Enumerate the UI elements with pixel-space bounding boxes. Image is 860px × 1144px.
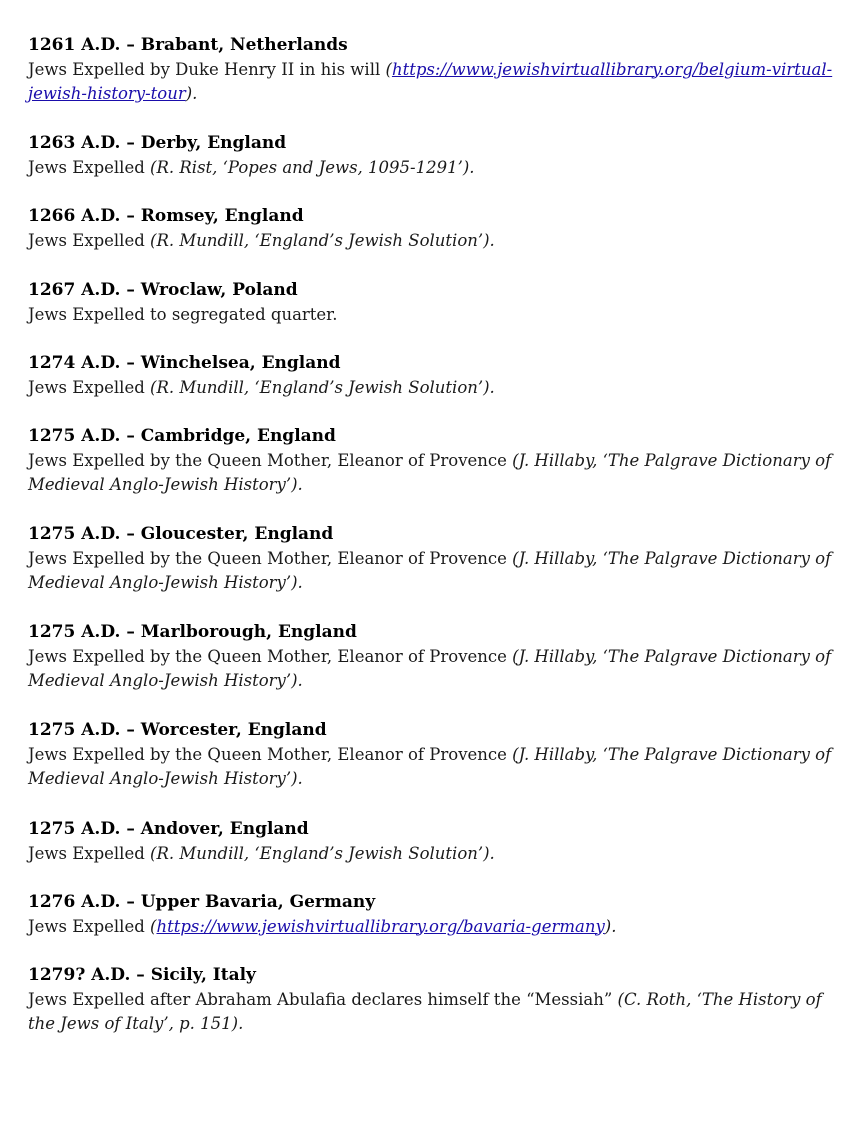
entry-heading: 1275 A.D. – Cambridge, England bbox=[28, 426, 336, 446]
entry-1279-sicily bbox=[28, 963, 840, 1037]
entry-text: Jews Expelled bbox=[28, 377, 151, 397]
entry-heading: 1275 A.D. – Gloucester, England bbox=[28, 524, 334, 544]
entry-heading: 1261 A.D. – Brabant, Netherlands bbox=[28, 35, 348, 55]
entry-body bbox=[28, 915, 840, 940]
entry-text: Jews Expelled by the Queen Mother, Eleanor of Provence bbox=[28, 646, 513, 666]
citation: (R. Rist, ‘Popes and Jews, 1095-1291’). bbox=[150, 157, 475, 177]
citation-open: ( bbox=[150, 916, 157, 936]
entry-heading: 1274 A.D. – Winchelsea, England bbox=[28, 353, 341, 373]
entry-heading: 1275 A.D. – Marlborough, England bbox=[28, 622, 357, 642]
entry-heading: 1276 A.D. – Upper Bavaria, Germany bbox=[28, 892, 376, 912]
entry-heading: 1275 A.D. – Worcester, England bbox=[28, 720, 327, 740]
citation: (J. Hillaby, ‘The Palgrave Dictionary of Medieval Anglo-Jewish History’). bbox=[28, 548, 832, 592]
entry-1275-andover bbox=[28, 817, 840, 866]
entry-1275-cambridge bbox=[28, 424, 840, 498]
citation: (R. Mundill, ‘England’s Jewish Solution’). bbox=[150, 230, 495, 250]
source-link[interactable]: https://www.jewishvirtuallibrary.org/belgium-virtual-jewish-history-tour bbox=[28, 59, 833, 103]
entry-text: Jews Expelled bbox=[28, 916, 151, 936]
entry-heading: 1266 A.D. – Romsey, England bbox=[28, 206, 304, 226]
entry-body bbox=[28, 376, 840, 401]
citation: (C. Roth, ‘The History of the Jews of Italy’, p. 151). bbox=[28, 989, 822, 1033]
entry-body bbox=[28, 645, 840, 694]
entry-body bbox=[28, 547, 840, 596]
citation-close: ). bbox=[185, 84, 198, 103]
citation: (J. Hillaby, ‘The Palgrave Dictionary of Medieval Anglo-Jewish History’). bbox=[28, 646, 832, 690]
entry-body bbox=[28, 449, 840, 498]
entry-body bbox=[28, 842, 840, 867]
entry-text: Jews Expelled after Abraham Abulafia declares himself the “Messiah” bbox=[28, 989, 618, 1009]
entry-body bbox=[28, 58, 840, 107]
entry-1274-winchelsea bbox=[28, 351, 840, 400]
entry-1275-marlborough bbox=[28, 620, 840, 694]
entry-text: Jews Expelled by Duke Henry II in his will bbox=[28, 59, 386, 79]
entry-text: Jews Expelled by the Queen Mother, Eleanor of Provence bbox=[28, 744, 513, 764]
source-link[interactable]: https://www.jewishvirtuallibrary.org/bavaria-germany bbox=[156, 916, 605, 936]
entry-body bbox=[28, 303, 840, 328]
citation-open: ( bbox=[385, 59, 392, 79]
entry-heading: 1263 A.D. – Derby, England bbox=[28, 133, 287, 153]
entry-text: Jews Expelled to segregated quarter. bbox=[28, 304, 338, 324]
entry-1263-derby bbox=[28, 131, 840, 180]
entry-heading: 1267 A.D. – Wroclaw, Poland bbox=[28, 280, 298, 300]
entry-text: Jews Expelled bbox=[28, 843, 151, 863]
entry-1266-romsey bbox=[28, 204, 840, 253]
citation: (J. Hillaby, ‘The Palgrave Dictionary of Medieval Anglo-Jewish History’). bbox=[28, 744, 832, 788]
citation: (R. Mundill, ‘England’s Jewish Solution’). bbox=[150, 377, 495, 397]
entry-1267-wroclaw bbox=[28, 278, 840, 327]
entry-1276-upper-bavaria bbox=[28, 890, 840, 939]
citation-close: ). bbox=[604, 916, 617, 936]
citation: (J. Hillaby, ‘The Palgrave Dictionary of Medieval Anglo-Jewish History’). bbox=[28, 450, 832, 494]
entry-text: Jews Expelled bbox=[28, 230, 151, 250]
entry-body bbox=[28, 988, 840, 1037]
entry-text: Jews Expelled bbox=[28, 157, 151, 177]
entry-1275-gloucester bbox=[28, 522, 840, 596]
entry-body bbox=[28, 743, 840, 792]
entry-1261-brabant bbox=[28, 33, 840, 107]
entry-body bbox=[28, 229, 840, 254]
entry-body bbox=[28, 156, 840, 181]
citation: (R. Mundill, ‘England’s Jewish Solution’). bbox=[150, 843, 495, 863]
entry-1275-worcester bbox=[28, 718, 840, 792]
entry-heading: 1275 A.D. – Andover, England bbox=[28, 819, 309, 839]
entry-text: Jews Expelled by the Queen Mother, Eleanor of Provence bbox=[28, 548, 513, 568]
entry-heading: 1279? A.D. – Sicily, Italy bbox=[28, 965, 256, 985]
entry-text: Jews Expelled by the Queen Mother, Eleanor of Provence bbox=[28, 450, 513, 470]
